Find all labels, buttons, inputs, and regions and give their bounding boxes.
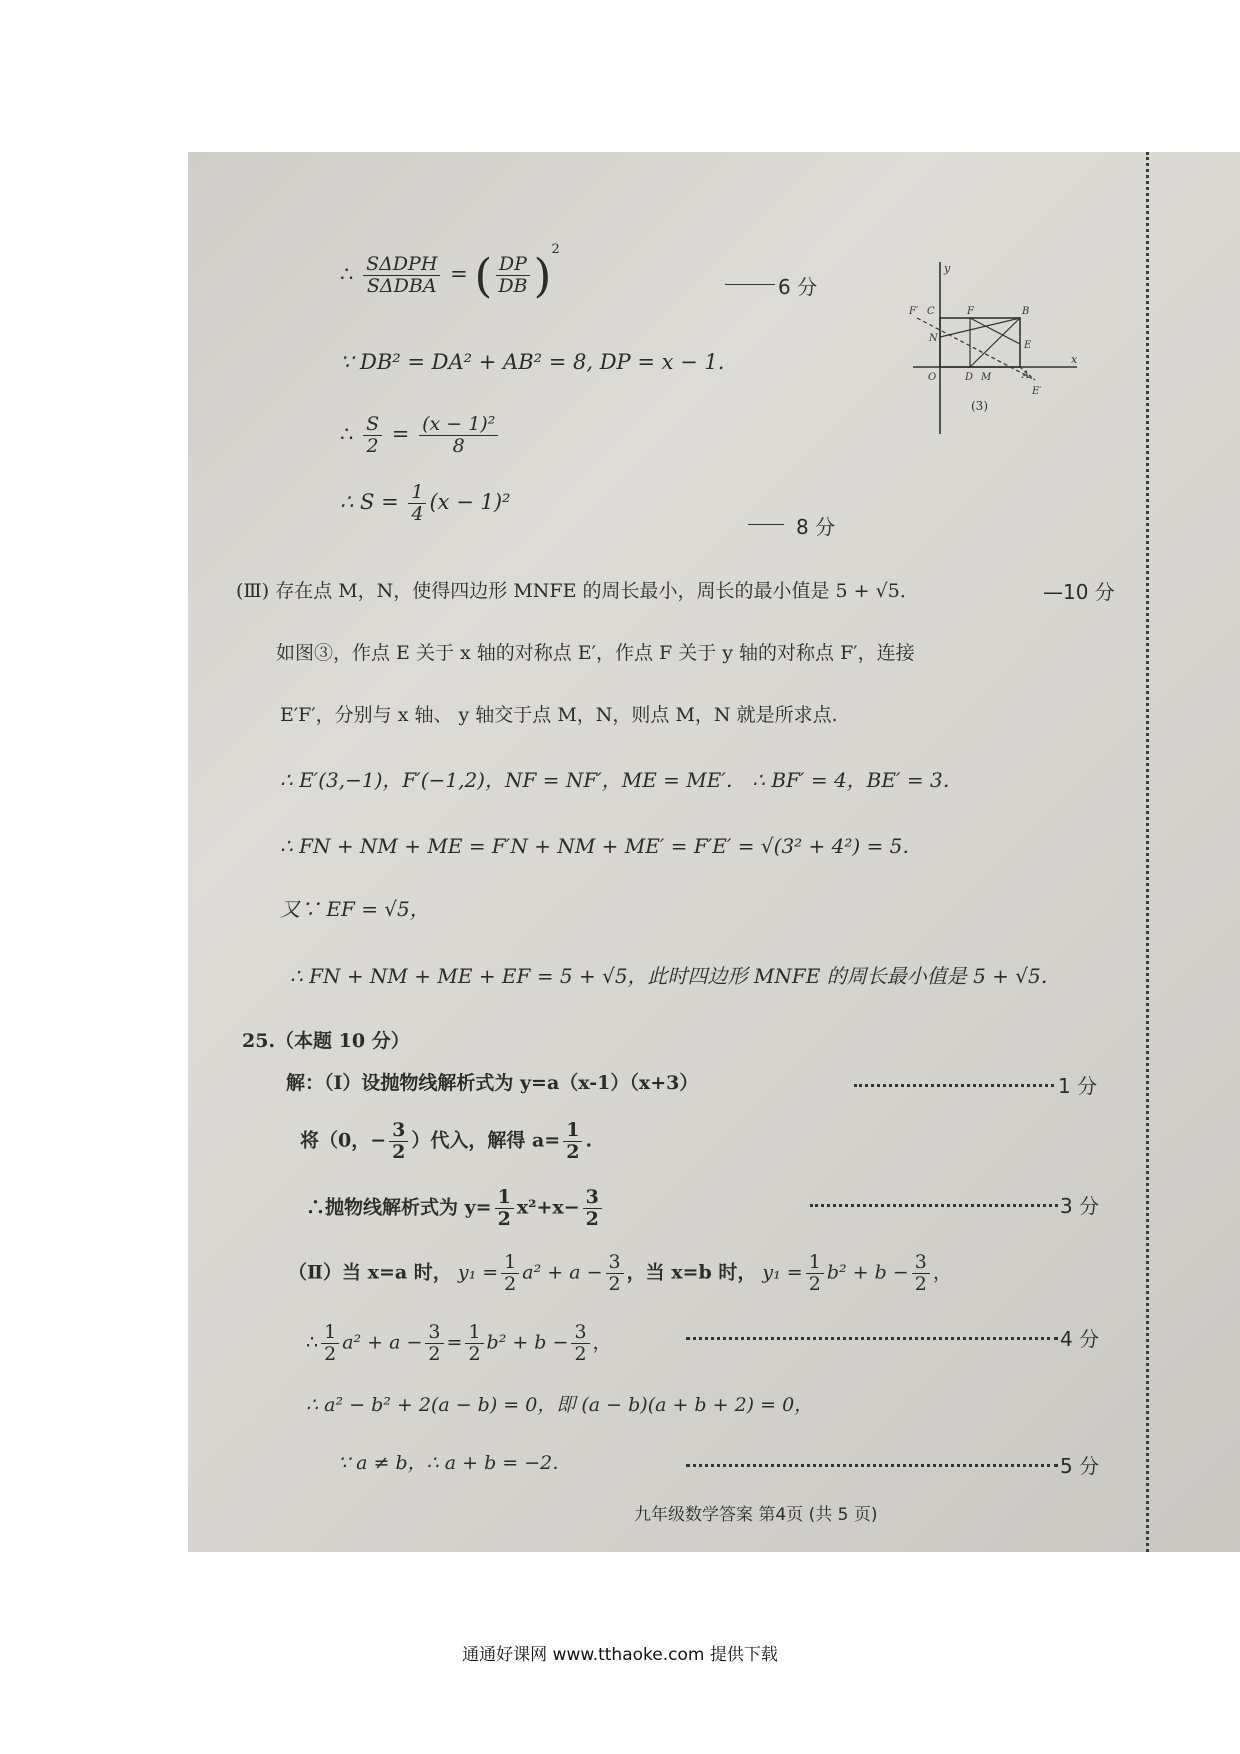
label-n: N <box>929 333 938 344</box>
part-three-statement: (Ⅲ) 存在点 M，N，使得四边形 MNFE 的周长最小，周长的最小值是 5 + √5． <box>236 580 919 602</box>
construction-text: 如图③，作点 E 关于 x 轴的对称点 E′，作点 F 关于 y 轴的对称点 F′，连接 <box>276 642 915 664</box>
coordinates-line: ∴ E′(3,−1)，F′(−1,2)，NF = NF′，ME = ME′． ∴ BF′ = 4，BE′ = 3． <box>280 768 963 792</box>
score-dash <box>725 284 775 285</box>
score-6: 6 分 <box>778 275 818 299</box>
label-b: B <box>1022 306 1030 317</box>
score-leader <box>810 1204 1058 1207</box>
score-dash <box>748 524 784 525</box>
score-1: 1 分 <box>1058 1074 1098 1098</box>
label-c: C <box>927 306 935 317</box>
q25-part2-values: （Ⅱ）当 x=a 时， y₁ = $\frac{1}{2}$ a² + a − $\frac{3}{2}$ ，当 x=b 时， y₁ = $\frac{1}{2}$ b² + b − $\frac{3}{2}$ ， <box>288 1251 952 1295</box>
q25-parabola-result: ∴抛物线解析式为 y= $\frac{1}{2}$ x²+x− $\frac{3}{2}$ <box>306 1187 605 1230</box>
score-8: 8 分 <box>796 515 836 539</box>
q25-substitution: 将（0，− $\frac{3}{2}$ ）代入，解得 a= $\frac{1}{2}$ . <box>300 1119 593 1163</box>
label-eprime: E′ <box>1032 386 1042 397</box>
score-3: 3 分 <box>1060 1194 1100 1218</box>
segment-fe <box>970 318 1020 344</box>
equation-area-ratio: ∴ $\frac{\text{SΔDPH}}{\text{SΔDBA}}$ = ( $\frac{DP}{DB}$ )$^2$ <box>340 242 560 303</box>
segment-fprime-eprime <box>917 318 1035 380</box>
equation-s-result: ∴ S = $\frac{1}{4}$ (x − 1)² <box>340 481 511 525</box>
label-y: y <box>944 262 951 275</box>
rectangle-obda <box>940 318 1020 367</box>
page-footer: 九年级数学答案 第4页 (共 5 页) <box>634 1505 878 1525</box>
geometry-figure <box>895 262 1085 442</box>
score-5: 5 分 <box>1060 1454 1100 1478</box>
label-m: M <box>981 372 992 383</box>
score-leader <box>686 1337 1058 1340</box>
label-o: O <box>928 372 937 383</box>
label-x: x <box>1071 353 1078 366</box>
q25-part1-setup: 解：（Ⅰ）设抛物线解析式为 y=a（x-1）（x+3） <box>286 1072 699 1094</box>
q25-conclusion: ∵ a ≠ b，∴ a + b = −2． <box>338 1452 572 1474</box>
page-edge-dotted <box>1146 152 1149 1552</box>
q25-factorization: ∴ a² − b² + 2(a − b) = 0，即 (a − b)(a + b + 2) = 0， <box>306 1394 814 1416</box>
label-e: E <box>1024 340 1032 351</box>
figure-caption: (3) <box>971 399 988 413</box>
segment-db <box>970 318 1020 367</box>
minimum-perimeter-line: ∴ FN + NM + ME + EF = 5 + √5，此时四边形 MNFE 的周长最小值是 5 + √5． <box>290 964 1061 988</box>
score-10: —10 分 <box>1043 580 1115 604</box>
label-a: A <box>1022 370 1030 381</box>
segment-nb <box>940 318 1020 337</box>
label-fprime: F′ <box>909 306 919 317</box>
ef-length-line: 又∵ EF = √5， <box>280 897 430 921</box>
question-25-heading: 25.（本题 10 分） <box>242 1030 410 1052</box>
equation-s-over-2: ∴ $\frac{S}{2}$ = $\frac{\text{(x − 1)²}}{8}$ <box>340 414 501 457</box>
label-f: F <box>967 306 974 317</box>
score-leader <box>854 1084 1054 1087</box>
score-4: 4 分 <box>1060 1327 1100 1351</box>
label-d: D <box>965 372 974 383</box>
score-leader <box>686 1464 1058 1467</box>
equation-db-squared: ∵ DB² = DA² + AB² = 8, DP = x − 1. <box>340 350 725 374</box>
construction-text-2: E′F′，分别与 x 轴、 y 轴交于点 M，N，则点 M，N 就是所求点. <box>280 704 838 726</box>
q25-equation: ∴ $\frac{1}{2}$ a² + a − $\frac{3}{2}$ = $\frac{1}{2}$ b² + b − $\frac{3}{2}$ ， <box>306 1321 612 1365</box>
perimeter-sum-line: ∴ FN + NM + ME = F′N + NM + ME′ = F′E′ = √(3² + 4²) = 5． <box>280 834 923 858</box>
download-credit: 通通好课网 www.tthaoke.com 提供下载 <box>462 1645 778 1665</box>
